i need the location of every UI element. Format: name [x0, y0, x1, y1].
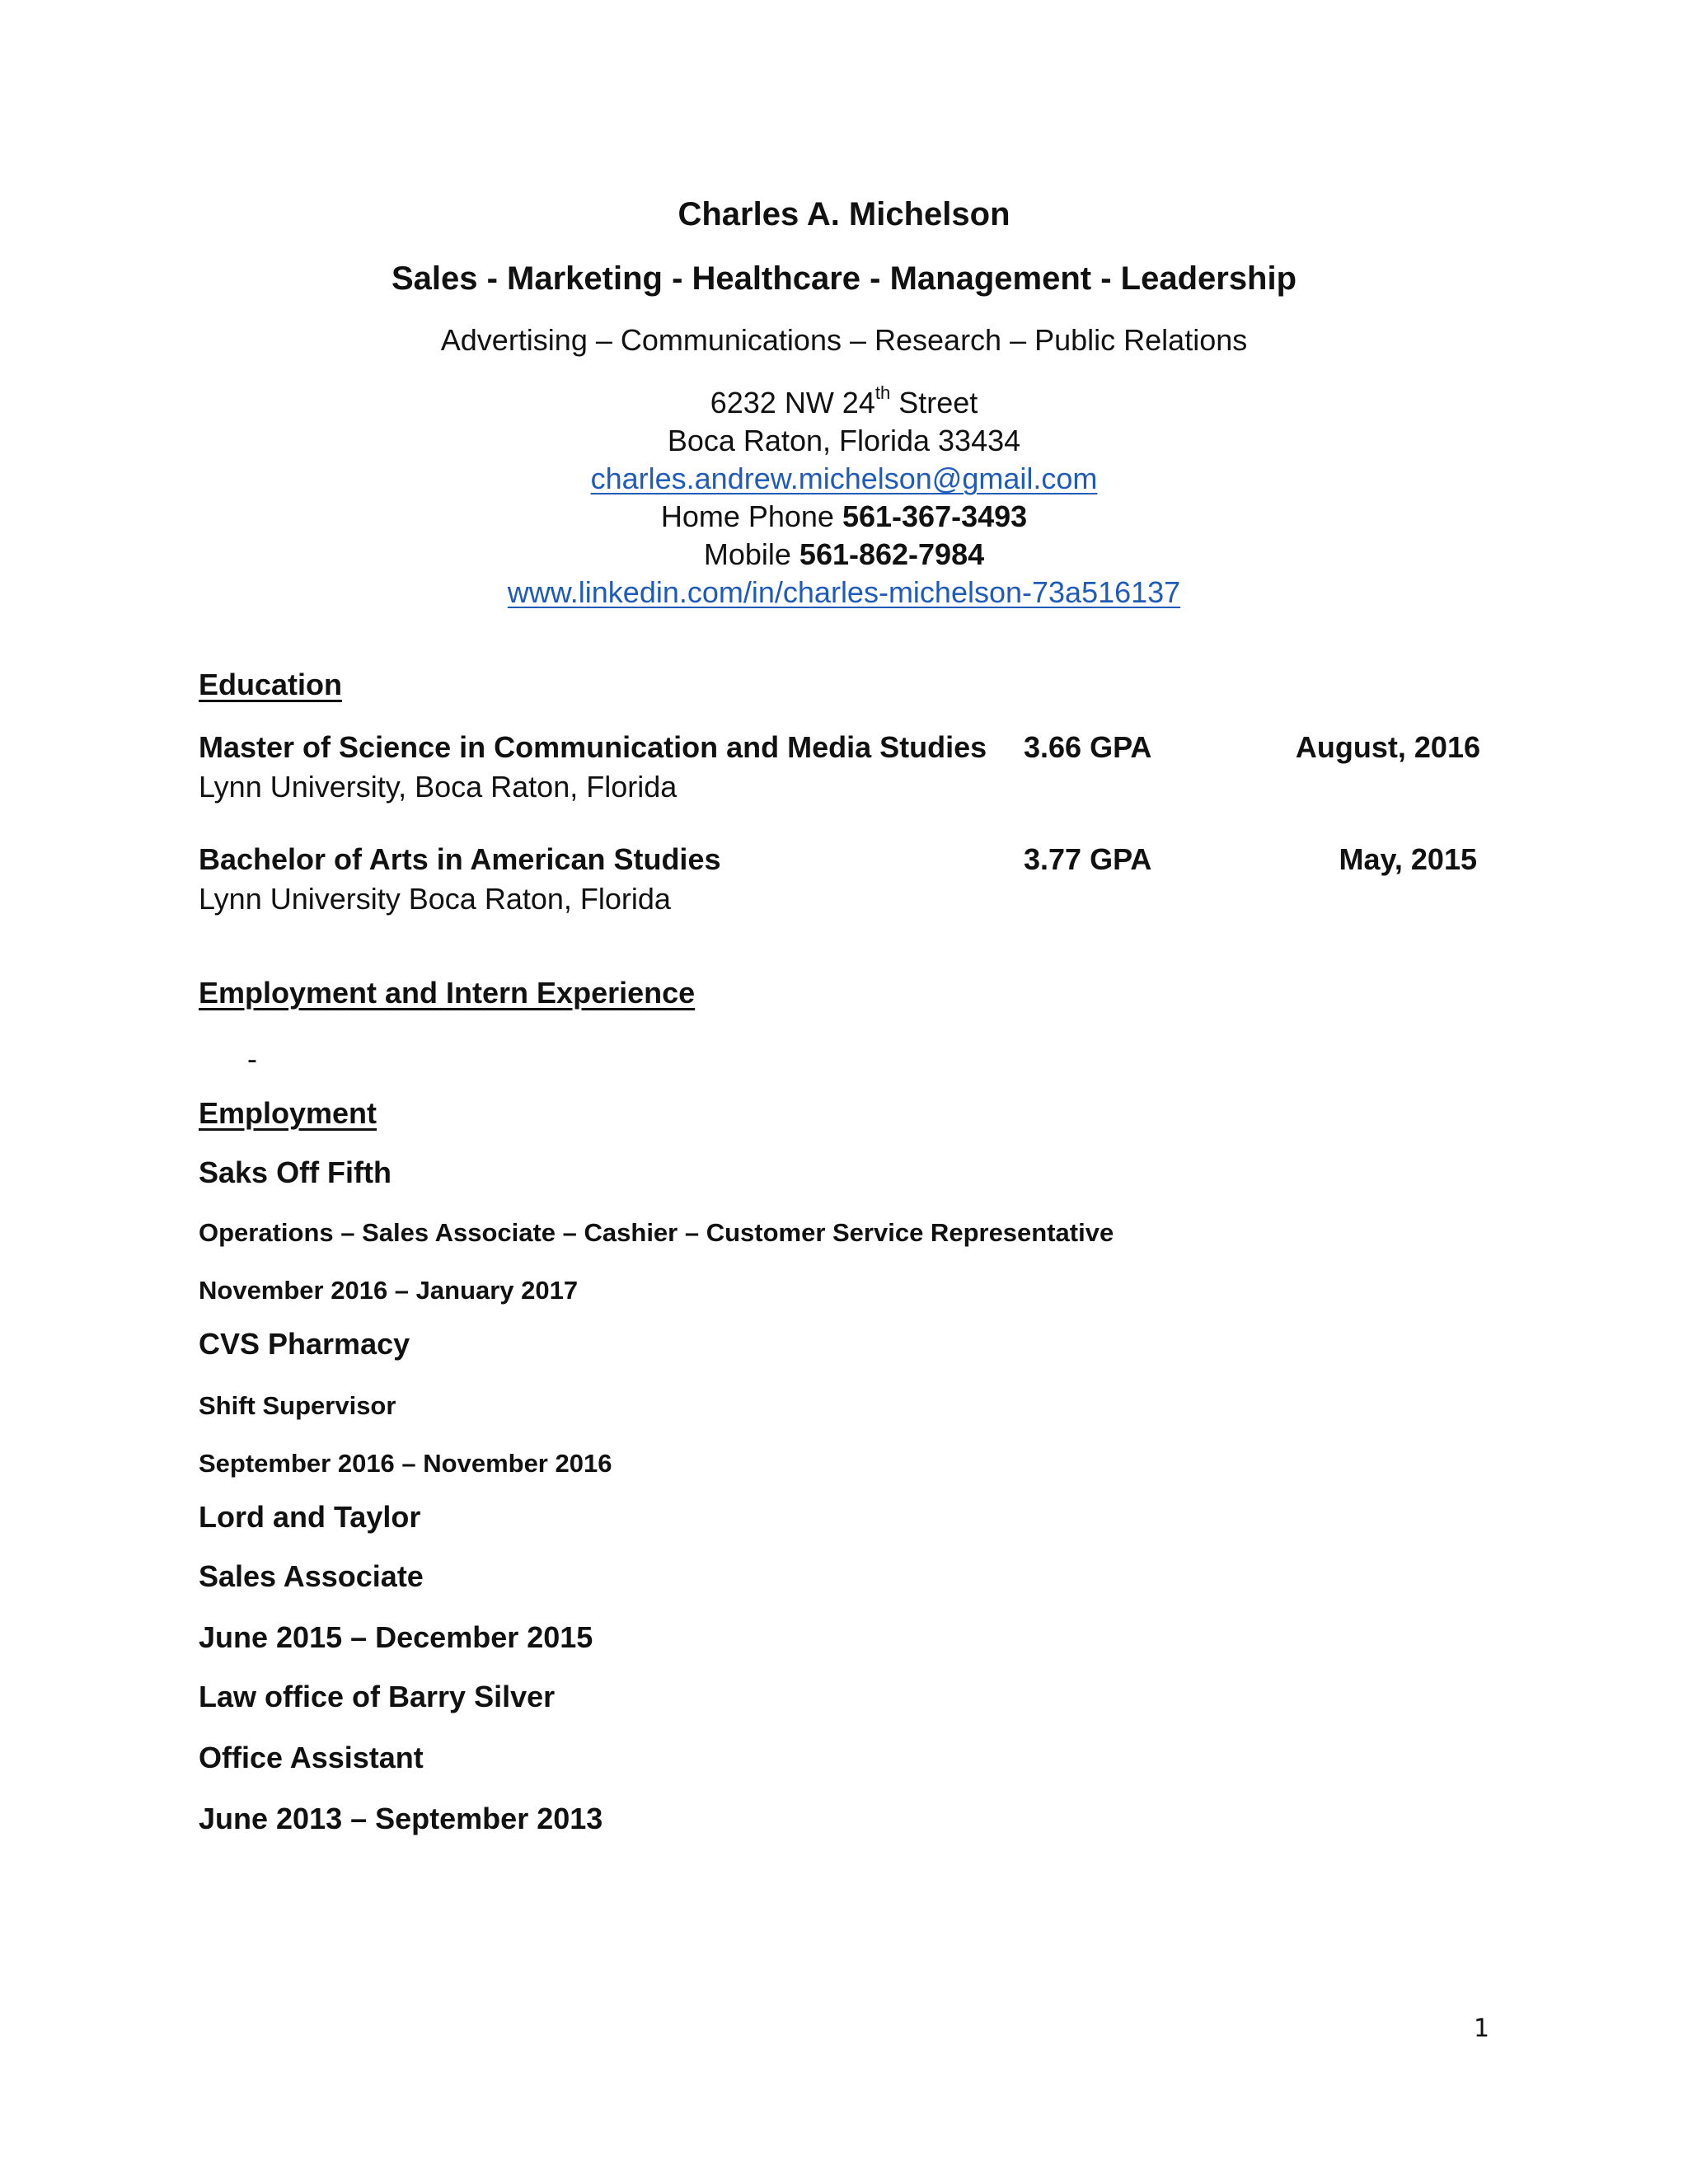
candidate-tagline: Sales - Marketing - Healthcare - Management - Leadership: [391, 260, 1297, 297]
job-3-dates: June 2015 – December 2015: [199, 1620, 593, 1654]
job-1-employer: Saks Off Fifth: [199, 1155, 392, 1189]
linkedin-link[interactable]: www.linkedin.com/in/charles-michelson-73a516137: [507, 575, 1181, 609]
job-4-employer: Law office of Barry Silver: [199, 1680, 556, 1713]
degree-1-school: Lynn University, Boca Raton, Florida: [199, 770, 678, 804]
job-1-title: Operations – Sales Associate – Cashier – Customer Service Representative: [199, 1218, 1114, 1247]
degree-2-school: Lynn University Boca Raton, Florida: [199, 882, 671, 916]
employment-heading: Employment: [199, 1096, 377, 1130]
job-3-employer: Lord and Taylor: [199, 1500, 421, 1534]
address-street-suffix: Street: [890, 386, 978, 419]
job-3-title: Sales Associate: [199, 1559, 424, 1593]
home-phone-label: Home Phone: [660, 499, 842, 533]
address-ordinal-suffix: th: [874, 382, 891, 403]
degree-2-date: May, 2015: [1339, 842, 1477, 876]
education-heading: Education: [199, 668, 343, 701]
address-line-1: [0, 382, 1688, 420]
degree-1-title: Master of Science in Communication and Media Studies: [199, 730, 987, 764]
job-4-dates: June 2013 – September 2013: [199, 1802, 603, 1835]
mobile-phone-row: [0, 537, 1688, 572]
job-4-title: Office Assistant: [199, 1741, 424, 1774]
address-street-number: 6232 NW 24: [710, 386, 875, 419]
degree-2-title: Bachelor of Arts in American Studies: [199, 842, 721, 876]
degree-1-date: August, 2016: [1295, 730, 1480, 764]
degree-1-gpa: 3.66 GPA: [1024, 730, 1152, 764]
mobile-phone-label: Mobile: [703, 537, 799, 571]
address-line-2: Boca Raton, Florida 33434: [667, 424, 1021, 457]
experience-dash: -: [247, 1042, 257, 1076]
linkedin-row: [0, 575, 1688, 610]
job-2-title: Shift Supervisor: [199, 1391, 396, 1420]
job-2-employer: CVS Pharmacy: [199, 1327, 410, 1361]
email-link[interactable]: charles.andrew.michelson@gmail.com: [590, 462, 1098, 495]
mobile-phone-number: 561-862-7984: [799, 537, 985, 571]
email-row: [0, 462, 1688, 496]
home-phone-row: [0, 499, 1688, 534]
experience-heading: Employment and Intern Experience: [199, 976, 696, 1010]
candidate-name: Charles A. Michelson: [678, 196, 1010, 232]
degree-2-gpa: 3.77 GPA: [1024, 842, 1152, 876]
candidate-fields: Advertising – Communications – Research – Public Relations: [440, 323, 1248, 357]
job-1-dates: November 2016 – January 2017: [199, 1276, 579, 1305]
job-2-dates: September 2016 – November 2016: [199, 1449, 612, 1478]
home-phone-number: 561-367-3493: [842, 499, 1028, 533]
page-number: 1: [1474, 2014, 1490, 2043]
